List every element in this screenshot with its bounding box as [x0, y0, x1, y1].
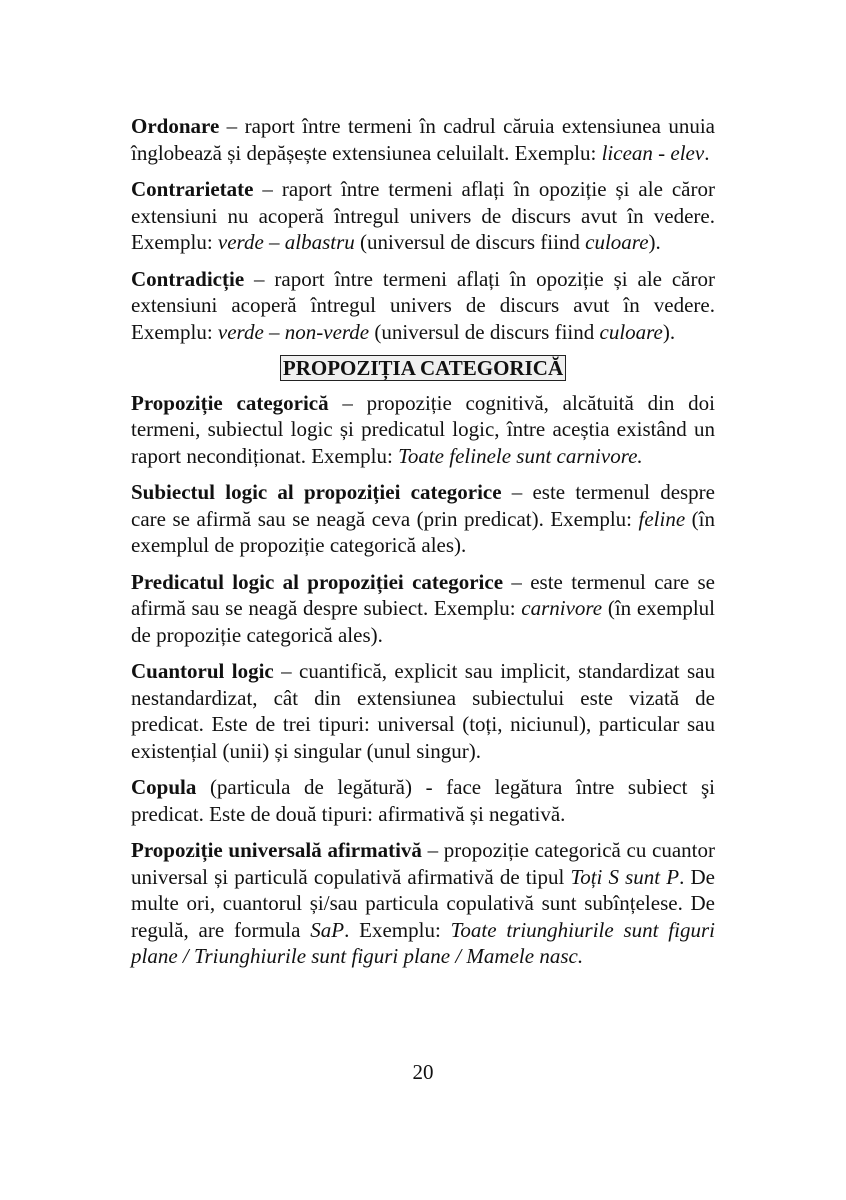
definition-text: (în exemplul de propoziție categorică ales). — [131, 506, 716, 557]
definition-term: Cuantorul logic — [131, 659, 274, 683]
definition-text: – raport între termeni aflați în opoziție și ale căror extensiuni acoperă întregul univers de discurs avut în vedere. Exemplu: — [131, 266, 715, 344]
definition-text: . Exemplu: — [344, 917, 451, 942]
section-heading: PROPOZIȚIA CATEGORICĂ — [280, 355, 566, 381]
definition-text: – propoziție cognitivă, alcătuită din doi termeni, subiectul logic și predicatul logic, între aceștia existând un raport necondiționat. Exemplu: — [131, 390, 715, 468]
definition-text: (în exemplul de propoziție categorică ales). — [131, 596, 715, 647]
example-text: licean - elev — [601, 140, 705, 165]
definition-text: – propoziție categorică cu cuantor universal și particulă copulativă afirmativă de tipul — [131, 838, 715, 889]
definition-term: Subiectul logic al propoziției categorice — [131, 480, 502, 504]
example-text: Toate felinele sunt carnivore. — [398, 443, 643, 468]
example-text: Toate triunghiurile sunt figuri plane / Triunghiurile sunt figuri plane / Mamele nasc. — [131, 917, 715, 968]
definition-paragraph — [131, 569, 715, 649]
definition-term: Propoziție categorică — [131, 390, 329, 415]
definition-paragraph — [131, 837, 715, 970]
definition-text: – raport între termeni în cadrul căruia extensiunea unuia înglobează și depășește extensiunea celuilalt. Exemplu: — [131, 114, 715, 165]
categorical-proposition-section — [131, 390, 715, 970]
definition-text: . De multe ori, cuantorul și/sau particula copulativă sunt subînțelese. De regulă, are formula — [131, 864, 715, 942]
definition-text: (universul de discurs fiind — [354, 230, 586, 254]
definitions-section — [131, 113, 715, 345]
section-heading-wrapper — [131, 355, 715, 382]
definition-term: Contradicție — [131, 266, 245, 291]
definition-term: Propoziție universală afirmativă — [131, 838, 422, 862]
definition-text: . — [704, 140, 710, 165]
definition-text: ). — [662, 319, 676, 344]
example-text: culoare — [599, 319, 663, 344]
definition-text: – este termenul care se afirmă sau se neagă despre subiect. Exemplu: — [131, 569, 715, 620]
document-page — [131, 113, 715, 980]
definition-text: – cuantifică, explicit sau implicit, standardizat sau nestandardizat, cât din extensiunea subiectului este vizată de predicat. Este de trei tipuri: universal (toți, niciunul), particular sau existențial (unii) și singular (unul singur). — [131, 659, 715, 763]
definition-paragraph — [131, 479, 715, 559]
definition-term: Predicatul logic al propoziției categorice — [131, 569, 504, 594]
example-text: SaP — [310, 917, 345, 942]
definition-text: (universul de discurs fiind — [369, 319, 600, 344]
definition-text: (particula de legătură) - face legătura între subiect şi predicat. Este de două tipuri: afirmativă și negativă. — [131, 775, 715, 826]
definition-paragraph — [131, 390, 715, 470]
definition-paragraph — [131, 658, 715, 764]
example-text: Toți S sunt P — [570, 864, 680, 889]
definition-paragraph — [131, 113, 715, 166]
definition-paragraph — [131, 266, 715, 346]
definition-paragraph — [131, 774, 715, 827]
definition-term: Contrarietate — [131, 177, 254, 201]
example-text: feline — [638, 506, 686, 531]
example-text: verde – albastru — [217, 230, 355, 254]
page-number: 20 — [412, 1060, 434, 1084]
definition-text: – raport între termeni aflați în opoziție și ale căror extensiuni nu acoperă întregul univers de discurs avut în vedere. Exemplu: — [131, 177, 715, 254]
definition-term: Ordonare — [131, 114, 220, 138]
example-text: verde – non-verde — [217, 319, 370, 344]
definition-text: – este termenul despre care se afirmă sau se neagă ceva (prin predicat). Exemplu: — [131, 480, 715, 531]
example-text: carnivore — [521, 596, 603, 620]
example-text: culoare — [585, 230, 649, 254]
definition-text: ). — [648, 230, 661, 254]
definition-term: Copula — [131, 775, 197, 799]
definition-paragraph — [131, 176, 715, 256]
